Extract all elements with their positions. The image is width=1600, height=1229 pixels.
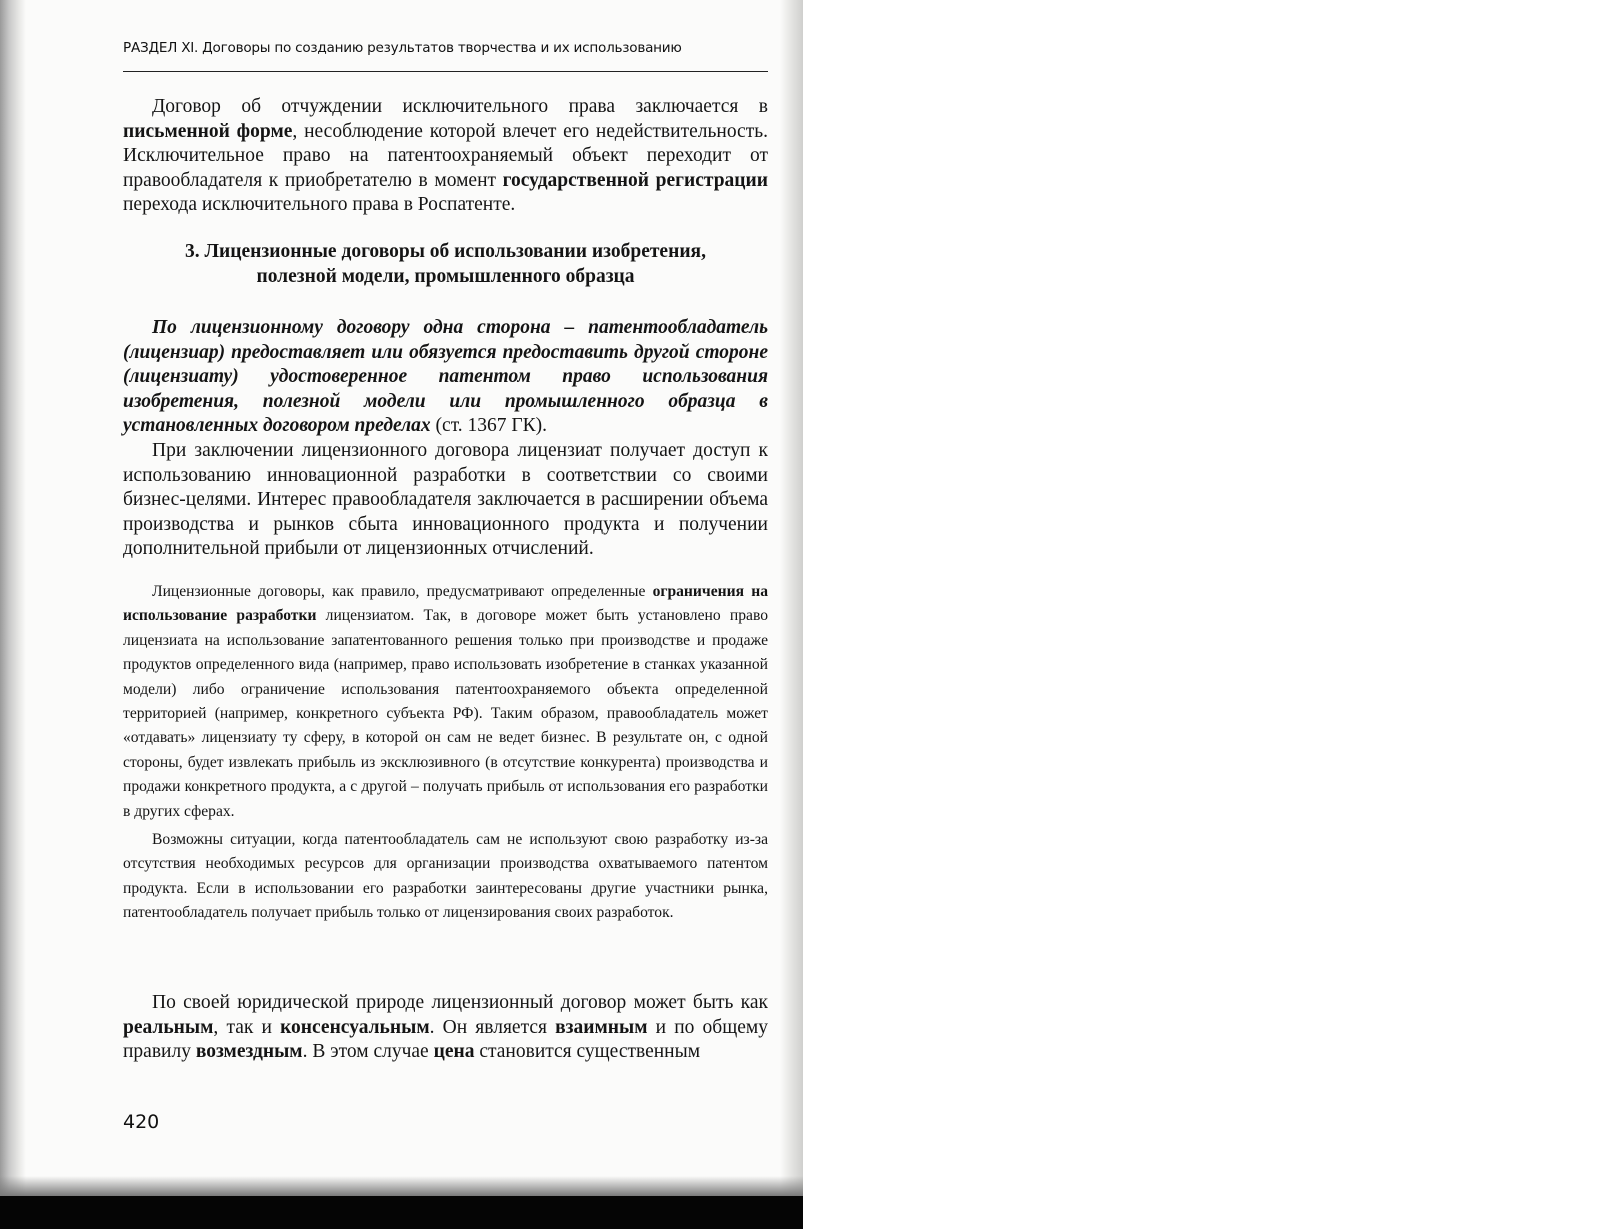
- paragraph-4: Возможны ситуации, когда патентообладатель сам не используют свою разработку из-за отсутствия необходимых ресурсов для организации производства охватываемого патентом продукта. Если в использовании его разработки заинтересованы другие участники рынка, патентообладатель получает прибыль только от лицензирования своих разработок.: [123, 831, 768, 922]
- page-number: 420: [123, 1111, 160, 1133]
- bold-term: ограничения на использование разработки: [123, 583, 769, 625]
- bold-term: письменной форме: [123, 120, 293, 142]
- header-rule: [123, 71, 768, 72]
- paragraph-nature: [123, 991, 768, 1065]
- bold-term: возмездным: [195, 1041, 303, 1063]
- paragraph-2: При заключении лицензионного договора лицензиат получает доступ к использованию инновационной разработки в соответствии со своими бизнес-целями. Интерес правообладателя заключается в расширении объема производства и рынков сбыта инновационного продукта и получении дополнительной прибыли от лицензионных отчислений.: [123, 439, 768, 560]
- scan-bottom-band: [0, 1196, 803, 1229]
- definition-reference: (ст. 1367 ГК).: [430, 415, 548, 437]
- text-run: . В этом случае: [302, 1041, 434, 1063]
- definition-block: [123, 316, 768, 562]
- small-text-block: [123, 580, 768, 926]
- definition-text: По лицензионному договору одна сторона – патентообладатель (лицензиар) предоставляет или обязуется предоставить другой стороне (лицензиату) удостоверенное патентом право использования изобретения, полезной модели или промышленного образца в установленных договором пределах: [123, 317, 768, 437]
- page-edge-shadow: [780, 0, 803, 1229]
- text-run: Договор об отчуждении исключительного права заключается в: [152, 96, 768, 117]
- text-run: , так и: [213, 1016, 281, 1038]
- running-head: РАЗДЕЛ XI. Договоры по созданию результатов творчества и их использованию: [123, 40, 682, 56]
- bold-term: цена: [433, 1041, 475, 1063]
- paragraph-1: [123, 95, 768, 218]
- text-run: лицензиатом. Так, в договоре может быть установлено право лицензиата на использование запатентованного решения только при производстве и продаже продуктов определенного вида (например, право использовать изобретение в станках указанной модели) либо ограничение использования патентоохраняемого объекта определенной территорией (например, конкретного субъекта РФ). Таким образом, правообладатель может «отдавать» лицензиату ту сферу, в которой он сам не ведет бизнес. В результате он, с одной стороны, будет извлекать прибыль из эксклюзивного (в отсутствие конкурента) производства и продажи конкретного продукта, а с другой – получать прибыль от использования его разработки в других сферах.: [123, 607, 768, 820]
- page-gutter-shadow: [0, 0, 26, 1229]
- paragraph-3: [123, 580, 768, 824]
- text-run: перехода исключительного права в Роспатенте.: [123, 194, 516, 216]
- text-run: становится существенным: [474, 1041, 701, 1063]
- section-title: [123, 240, 768, 289]
- paragraph-5: [123, 991, 768, 1065]
- text-run: и по общему правилу: [123, 1016, 768, 1063]
- scan-bottom-fade: [0, 1176, 803, 1196]
- bold-term: взаимным: [555, 1016, 648, 1038]
- text-run: Лицензионные договоры, как правило, предусматривают определенные: [152, 583, 653, 600]
- bold-term: государственной регистрации: [502, 169, 768, 191]
- section-title-line-2: полезной модели, промышленного образца: [256, 265, 635, 287]
- section-title-line-1: 3. Лицензионные договоры об использовании изобретения,: [185, 241, 706, 262]
- paragraph-alienation: [123, 95, 768, 218]
- text-run: , несоблюдение которой влечет его недействительность. Исключительное право на патентоохраняемый объект переходит от правообладателя к приобретателю в момент: [123, 120, 768, 191]
- text-run: . Он является: [429, 1016, 556, 1038]
- bold-term: консенсуальным: [280, 1016, 430, 1038]
- bold-term: реальным: [123, 1016, 214, 1038]
- definition-paragraph: [123, 316, 768, 439]
- text-run: По своей юридической природе лицензионный договор может быть как: [152, 992, 768, 1013]
